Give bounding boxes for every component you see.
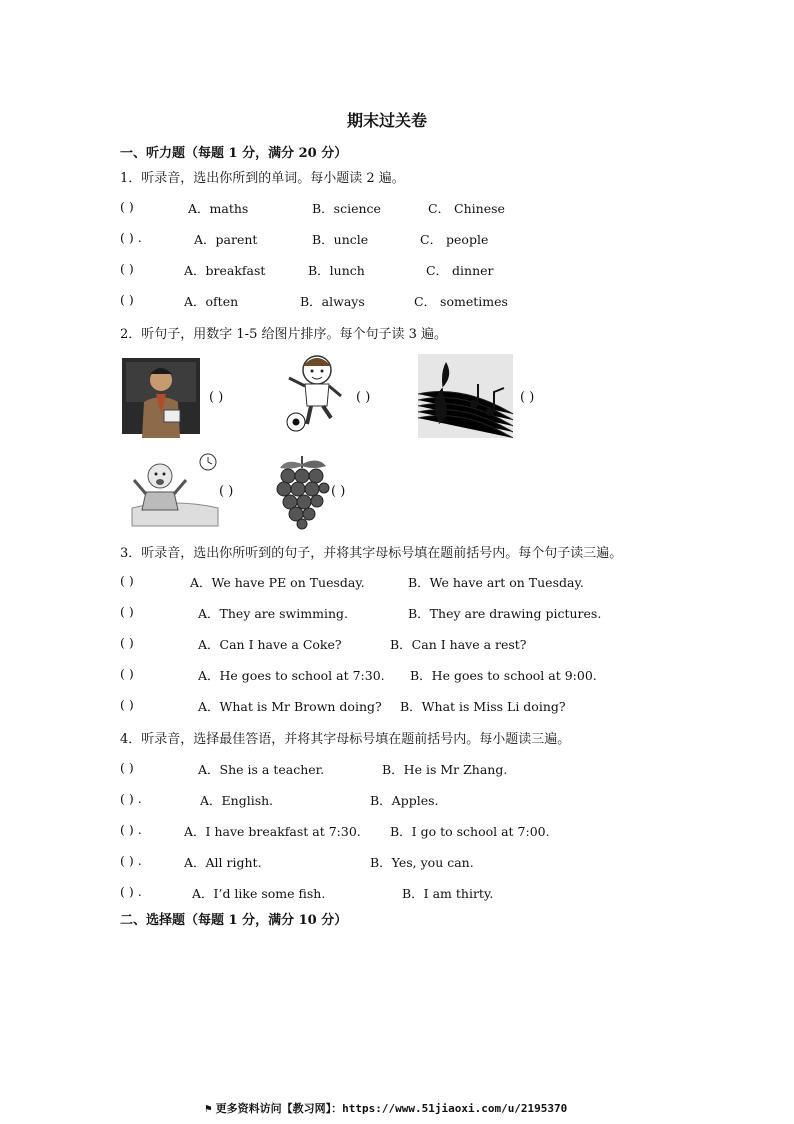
option-b: B．They are drawing pictures. (408, 606, 602, 621)
footer-text: 更多资料访问【教习网】：https://www.51jiaoxi.com/u/2195370 (215, 1102, 568, 1115)
q4-row (120, 822, 640, 842)
option-b: B．I go to school at 7:00. (390, 824, 550, 839)
q1-row (120, 292, 640, 312)
answer-paren[interactable]: ( ) . (120, 230, 142, 245)
answer-paren[interactable]: ( ) (120, 760, 134, 775)
option-b: B．Apples. (370, 793, 439, 808)
option-b: B．uncle (312, 232, 369, 247)
q4-row (120, 884, 640, 904)
section1-heading: 一、听力题（每题 1 分，满分 20 分） (120, 146, 348, 161)
option-a: A．I’d like some fish. (192, 886, 326, 901)
q3-row (120, 666, 640, 686)
q4-row (120, 791, 640, 811)
flag-icon: ⚑ (205, 1102, 212, 1115)
option-a: A．What is Mr Brown doing? (198, 699, 382, 714)
option-b: B．I am thirty. (402, 886, 494, 901)
q3-instruction: 3．听录音，选出你所听到的句子，并将其字母标号填在题前括号内。每个句子读三遍。 (120, 546, 623, 561)
answer-paren[interactable]: ( ) (120, 199, 134, 214)
answer-paren[interactable]: ( ) (120, 261, 134, 276)
q1-row (120, 230, 640, 250)
answer-paren[interactable]: ( ) (331, 484, 346, 499)
option-c: C． people (420, 232, 489, 247)
option-c: C． sometimes (414, 294, 508, 309)
answer-paren[interactable]: ( ) . (120, 822, 142, 837)
option-b: B．Can I have a rest? (390, 637, 527, 652)
answer-paren[interactable]: ( ) (120, 292, 134, 307)
q3-row (120, 635, 640, 655)
q3-row (120, 604, 640, 624)
answer-paren[interactable]: ( ) . (120, 853, 142, 868)
option-a: A．breakfast (184, 263, 266, 278)
option-b: B．lunch (308, 263, 365, 278)
q3-row (120, 697, 640, 717)
answer-paren[interactable]: ( ) (120, 604, 134, 619)
option-a: A．parent (194, 232, 258, 247)
grapes-picture (274, 452, 330, 530)
option-a: A．She is a teacher. (198, 762, 325, 777)
option-a: A．Can I have a Coke? (198, 637, 342, 652)
option-a: A．maths (188, 201, 249, 216)
answer-paren[interactable]: ( ) (120, 697, 134, 712)
q3-row (120, 573, 640, 593)
option-b: B．What is Miss Li doing? (400, 699, 566, 714)
q4-row (120, 853, 640, 873)
option-a: A．He goes to school at 7:30. (198, 668, 385, 683)
answer-paren[interactable]: ( ) (356, 390, 371, 405)
option-a: A．They are swimming. (198, 606, 348, 621)
option-a: A．All right. (184, 855, 262, 870)
answer-paren[interactable]: ( ) . (120, 791, 142, 806)
option-a: A．English. (200, 793, 274, 808)
option-b: B．He is Mr Zhang. (382, 762, 508, 777)
teacher-picture (120, 354, 202, 438)
answer-paren[interactable]: ( ) (520, 390, 535, 405)
answer-paren[interactable]: ( ) (209, 390, 224, 405)
q1-row (120, 261, 640, 281)
q1-instruction: 1．听录音，选出你所到的单词。每小题读 2 遍。 (120, 171, 405, 186)
option-b: B．He goes to school at 9:00. (410, 668, 597, 683)
q2-instruction: 2．听句子，用数字 1-5 给图片排序。每个句子读 3 遍。 (120, 327, 448, 342)
q4-instruction: 4．听录音，选择最佳答语，并将其字母标号填在题前括号内。每小题读三遍。 (120, 732, 571, 747)
option-a: A．often (184, 294, 239, 309)
option-b: B．always (300, 294, 365, 309)
option-a: A．We have PE on Tuesday. (190, 575, 365, 590)
boy-wake-up-picture (130, 452, 220, 528)
answer-paren[interactable]: ( ) (120, 573, 134, 588)
q1-row (120, 199, 640, 219)
option-b: B．Yes, you can. (370, 855, 474, 870)
option-b: B．science (312, 201, 381, 216)
option-b: B．We have art on Tuesday. (408, 575, 584, 590)
boy-football-picture (283, 352, 347, 436)
answer-paren[interactable]: ( ) . (120, 884, 142, 899)
option-c: C． dinner (426, 263, 494, 278)
section2-heading: 二、选择题（每题 1 分，满分 10 分） (120, 913, 348, 928)
footer-link[interactable] (205, 1100, 567, 1116)
answer-paren[interactable]: ( ) (219, 484, 234, 499)
option-a: A．I have breakfast at 7:30. (184, 824, 361, 839)
q4-row (120, 760, 640, 780)
page-title: 期末过关卷 (347, 111, 428, 130)
answer-paren[interactable]: ( ) (120, 666, 134, 681)
option-c: C． Chinese (428, 201, 505, 216)
answer-paren[interactable]: ( ) (120, 635, 134, 650)
music-notes-picture (418, 354, 513, 438)
